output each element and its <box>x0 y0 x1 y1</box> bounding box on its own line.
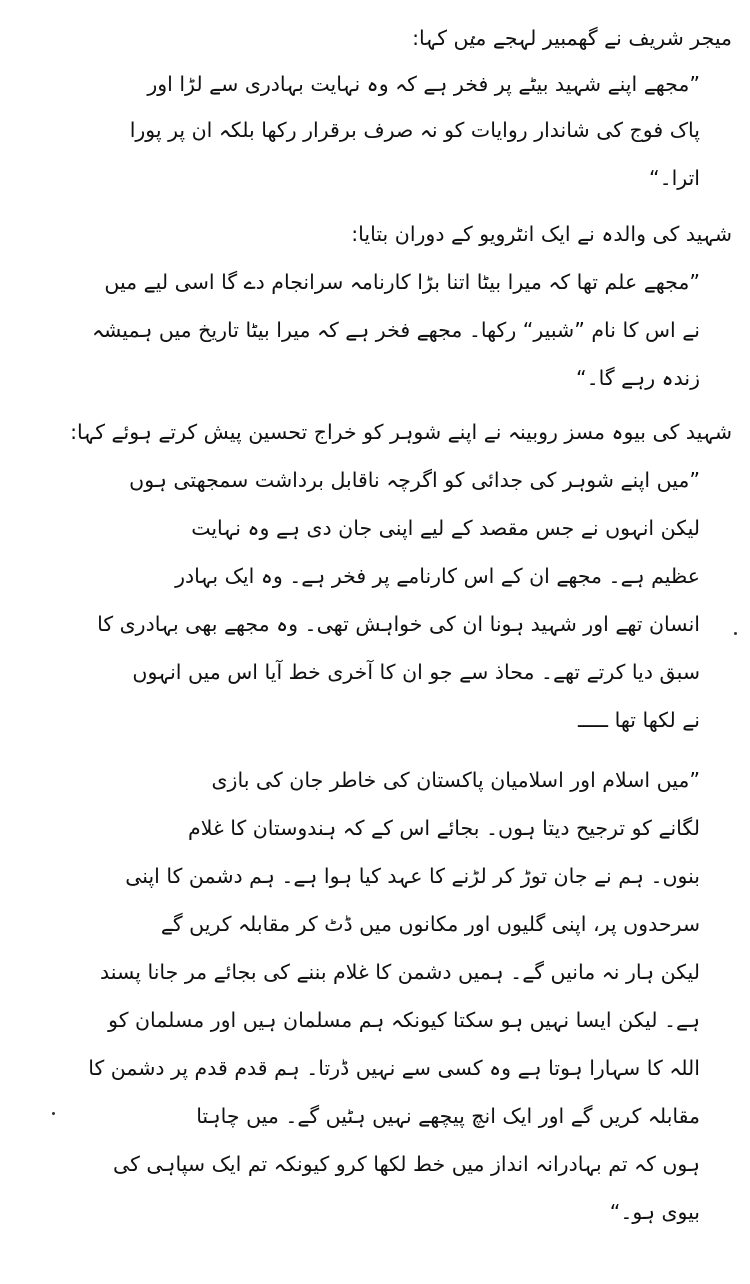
text-line: ”مجھے اپنے شہید بیٹے پر فخر ہے کہ وہ نہایت بہادری سے لڑا اور <box>147 72 700 96</box>
text-line: نے اس کا نام ”شبیر“ رکھا۔ مجھے فخر ہے کہ میرا بیٹا تاریخ میں ہمیشہ <box>91 318 700 342</box>
scan-speck <box>734 632 737 635</box>
text-line: سبق دیا کرتے تھے۔ محاذ سے جو ان کا آخری خط آیا اس میں انہوں <box>132 660 700 684</box>
text-line: انسان تھے اور شہید ہونا ان کی خواہش تھی۔ وہ مجھے بھی بہادری کا <box>97 612 700 636</box>
text-line: پاک فوج کی شاندار روایات کو نہ صرف برقرار رکھا بلکہ ان پر پورا <box>129 118 700 142</box>
text-line: ”میں اپنے شوہر کی جدائی کو اگرچہ ناقابل برداشت سمجھتی ہوں <box>129 468 700 492</box>
text-line: عظیم ہے۔ مجھے ان کے اس کارنامے پر فخر ہے۔ وہ ایک بہادر <box>175 564 700 588</box>
text-line: ”میں اسلام اور اسلامیان پاکستان کی خاطر جان کی بازی <box>211 768 700 792</box>
text-line: اللہ کا سہارا ہوتا ہے وہ کسی سے نہیں ڈرتا۔ ہم قدم قدم پر دشمن کا <box>88 1056 700 1080</box>
text-line: لیکن ہار نہ مانیں گے۔ ہمیں دشمن کا غلام بننے کی بجائے مر جانا پسند <box>100 960 700 984</box>
text-line: بنوں۔ ہم نے جان توڑ کر لڑنے کا عہد کیا ہوا ہے۔ ہم دشمن کا اپنی <box>125 864 700 888</box>
text-line: بیوی ہو۔“ <box>609 1200 700 1224</box>
text-line: مقابلہ کریں گے اور ایک انچ پیچھے نہیں ہٹیں گے۔ میں چاہتا <box>196 1104 700 1128</box>
text-line: لیکن انہوں نے جس مقصد کے لیے اپنی جان دی ہے وہ نہایت <box>191 516 700 540</box>
text-line: ہے۔ لیکن ایسا نہیں ہو سکتا کیونکہ ہم مسلمان ہیں اور مسلمان کو <box>108 1008 700 1032</box>
text-line: نے لکھا تھا ـــــ <box>578 708 700 732</box>
text-line: میجر شریف نے گھمبیر لہجے میں کہا: <box>412 26 732 50</box>
text-line: شہید کی والدہ نے ایک انٹرویو کے دوران بتایا: <box>351 222 732 246</box>
text-line: زندہ رہے گا۔“ <box>576 366 700 390</box>
text-line: ہوں کہ تم بہادرانہ انداز میں خط لکھا کرو کیونکہ تم ایک سپاہی کی <box>112 1152 700 1176</box>
text-line: شہید کی بیوہ مسز روبینہ نے اپنے شوہر کو خراج تحسین پیش کرتے ہوئے کہا: <box>70 420 732 444</box>
scan-speck <box>52 1112 55 1115</box>
text-line: سرحدوں پر، اپنی گلیوں اور مکانوں میں ڈٹ کر مقابلہ کریں گے <box>160 912 700 936</box>
text-line: اترا۔“ <box>648 166 700 190</box>
text-line: لگانے کو ترجیح دیتا ہوں۔ بجائے اس کے کہ ہندوستان کا غلام <box>188 816 700 840</box>
text-line: ”مجھے علم تھا کہ میرا بیٹا اتنا بڑا کارنامہ سرانجام دے گا اسی لیے میں <box>104 270 700 294</box>
